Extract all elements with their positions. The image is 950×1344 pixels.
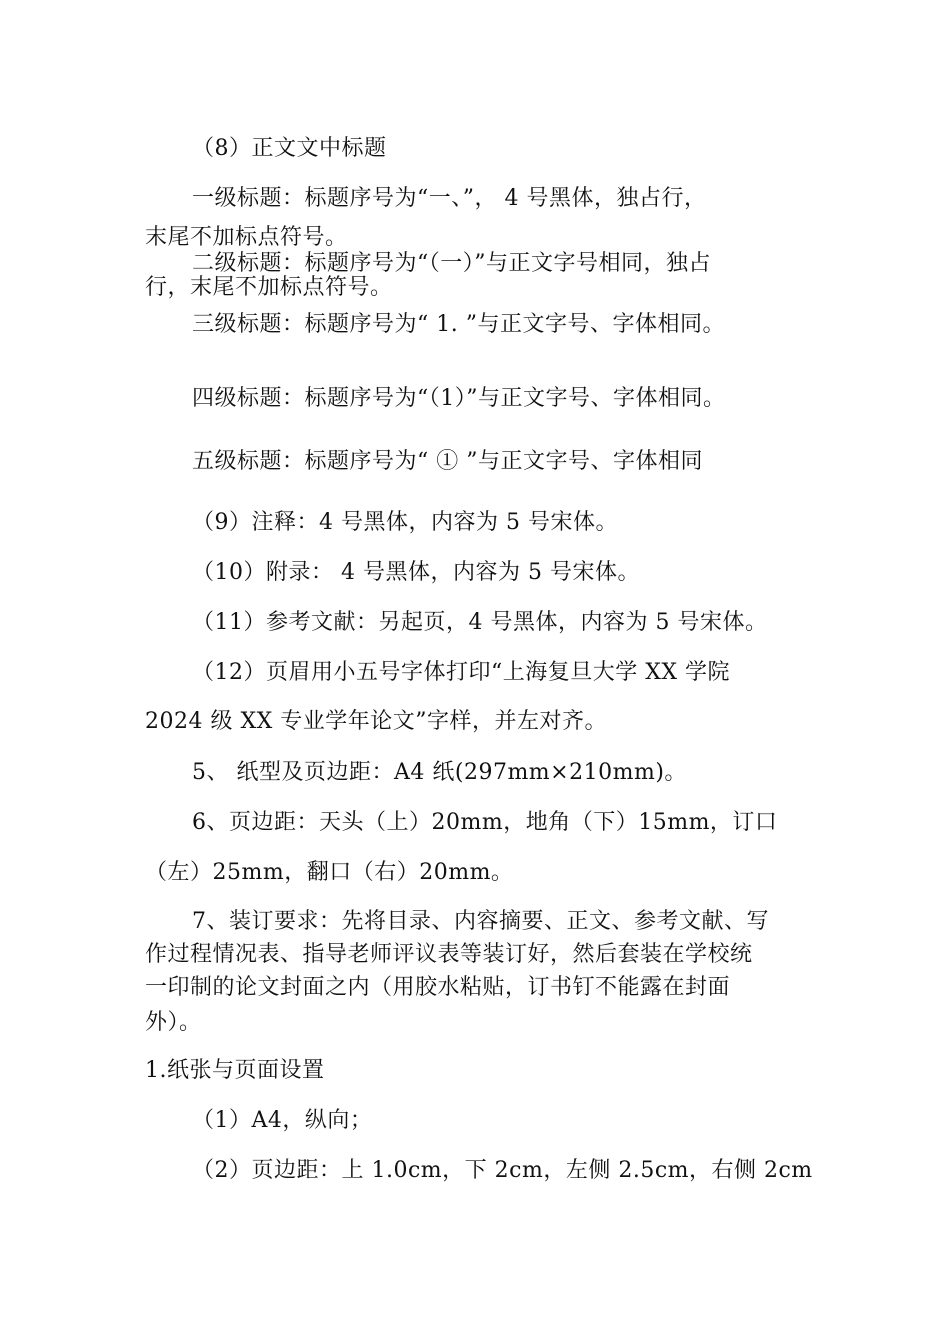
paragraph-line: 6、页边距：天头（上）20mm，地角（下）15mm，订口 (192, 810, 778, 835)
paragraph-line: 作过程情况表、指导老师评议表等装订好，然后套装在学校统 (145, 942, 753, 967)
paragraph-line: （11）参考文献：另起页，4 号黑体，内容为 5 号宋体。 (192, 610, 768, 635)
paragraph-line: （10）附录： 4 号黑体，内容为 5 号宋体。 (192, 560, 640, 585)
paragraph-line: 行，末尾不加标点符号。 (145, 275, 393, 300)
paragraph-line: 5、 纸型及页边距：A4 纸(297mm×210mm)。 (192, 760, 687, 785)
section-heading-8: （8）正文文中标题 (192, 136, 387, 161)
paragraph-line: 2024 级 XX 专业学年论文”字样，并左对齐。 (145, 709, 608, 734)
paragraph-line: （左）25mm，翻口（右）20mm。 (145, 860, 514, 885)
paragraph-line: 二级标题：标题序号为“（一）”与正文字号相同，独占 (192, 251, 711, 276)
paragraph-line: （2）页边距：上 1.0cm，下 2cm，左侧 2.5cm，右侧 2cm (192, 1158, 813, 1183)
paragraph-line: 四级标题：标题序号为“（1）”与正文字号、字体相同。 (192, 386, 726, 411)
paragraph-line: 五级标题：标题序号为“ ① ”与正文字号、字体相同 (192, 449, 703, 474)
paragraph-line: 末尾不加标点符号。 (145, 225, 348, 250)
paragraph-line: （9）注释：4 号黑体，内容为 5 号宋体。 (192, 510, 618, 535)
paragraph-line: 7、装订要求：先将目录、内容摘要、正文、参考文献、写 (192, 909, 769, 934)
paragraph-line: （1）A4，纵向； (192, 1108, 373, 1133)
paragraph-line: 一级标题：标题序号为“一、”， 4 号黑体，独占行， (192, 186, 707, 211)
section-heading-1: 1.纸张与页面设置 (145, 1058, 325, 1083)
paragraph-line: 外）。 (145, 1010, 202, 1035)
paragraph-line: 一印制的论文封面之内（用胶水粘贴，订书钉不能露在封面 (145, 975, 731, 1000)
paragraph-line: 三级标题：标题序号为“ 1. ”与正文字号、字体相同。 (192, 312, 725, 337)
paragraph-line: （12）页眉用小五号字体打印“上海复旦大学 XX 学院 (192, 660, 731, 685)
